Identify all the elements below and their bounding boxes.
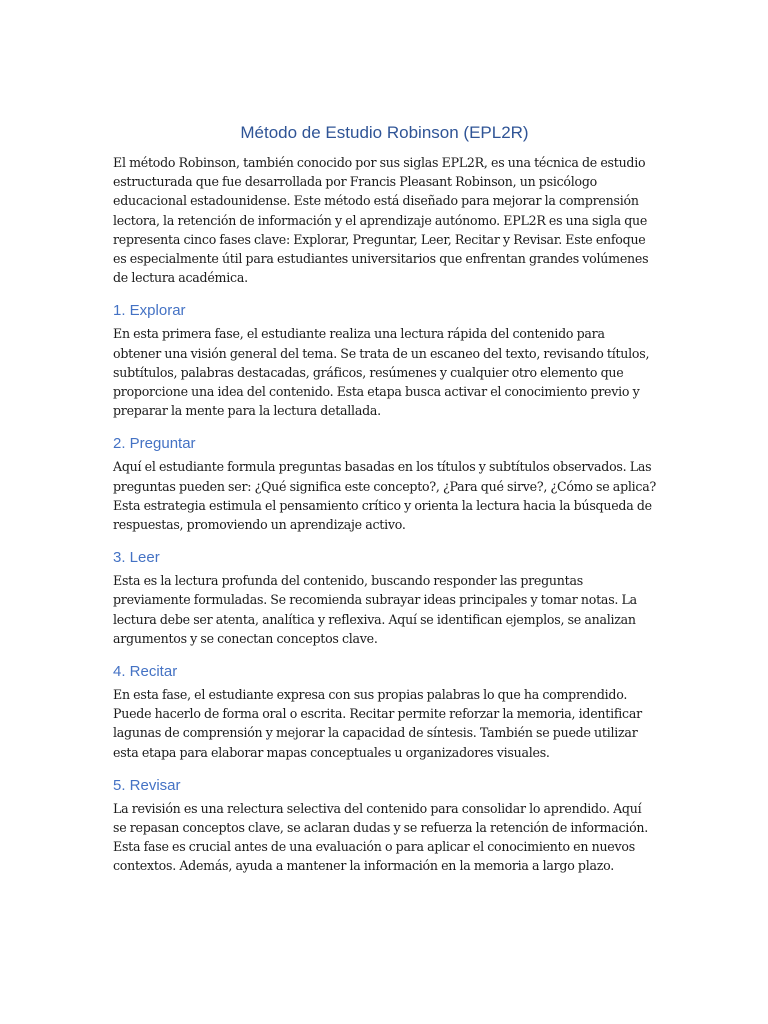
intro-paragraph: El método Robinson, también conocido por sus siglas EPL2R, es una técnica de estudio estructurada que fue desarrollada por Francis Pleasant Robinson, un psicólogo educacional estadounidense. Este método está diseñado para mejorar la comprensión lectora, la retención de información y el aprendizaje autónomo. EPL2R es una sigla que representa cinco fases clave: Explorar, Preguntar, Leer, Recitar y Revisar. Este enfoque es especialmente útil para estudiantes universitarios que enfrentan grandes volúmenes de lectura académica. — [113, 155, 649, 286]
section-heading: 3. Leer — [113, 549, 160, 567]
section-recitar — [113, 661, 656, 762]
section-body: Aquí el estudiante formula preguntas basadas en los títulos y subtítulos observados. Las preguntas pueden ser: ¿Qué significa este concepto?, ¿Para qué sirve?, ¿Cómo se aplica? Esta estrategia estimula el pensamiento crítico y orienta la lectura hacia la búsqueda de respuestas, promoviendo un aprendizaje activo. — [113, 459, 656, 533]
document-title: Método de Estudio Robinson (EPL2R) — [240, 123, 529, 142]
section-heading: 1. Explorar — [113, 302, 186, 320]
section-body: En esta primera fase, el estudiante realiza una lectura rápida del contenido para obtener una visión general del tema. Se trata de un escaneo del texto, revisando títulos, subtítulos, palabras destacadas, gráficos, resúmenes y cualquier otro elemento que proporcione una idea del contenido. Esta etapa busca activar el conocimiento previo y preparar la mente para la lectura detallada. — [113, 326, 650, 419]
section-body: En esta fase, el estudiante expresa con sus propias palabras lo que ha comprendido. Puede hacerlo de forma oral o escrita. Recitar permite reforzar la memoria, identificar lagunas de comprensión y mejorar la capacidad de síntesis. También se puede utilizar esta etapa para elaborar mapas conceptuales u organizadores visuales. — [113, 687, 642, 760]
section-preguntar — [113, 433, 656, 534]
section-heading: 2. Preguntar — [113, 435, 196, 453]
section-leer — [113, 547, 656, 648]
section-heading: 4. Recitar — [113, 663, 178, 681]
section-body: La revisión es una relectura selectiva del contenido para consolidar lo aprendido. Aquí se repasan conceptos clave, se aclaran dudas y se refuerza la retención de información. Esta fase es crucial antes de una evaluación o para aplicar el conocimiento en nuevos contextos. Además, ayuda a mantener la información en la memoria a largo plazo. — [113, 800, 649, 874]
section-heading: 5. Revisar — [113, 776, 181, 794]
section-revisar — [113, 775, 656, 876]
section-explorar — [113, 300, 656, 420]
section-body: Esta es la lectura profunda del contenido, buscando responder las preguntas previamente formuladas. Se recomienda subrayar ideas principales y tomar notas. La lectura debe ser atenta, analítica y reflexiva. Aquí se identifican ejemplos, se analizan argumentos y se conectan conceptos clave. — [113, 573, 637, 646]
